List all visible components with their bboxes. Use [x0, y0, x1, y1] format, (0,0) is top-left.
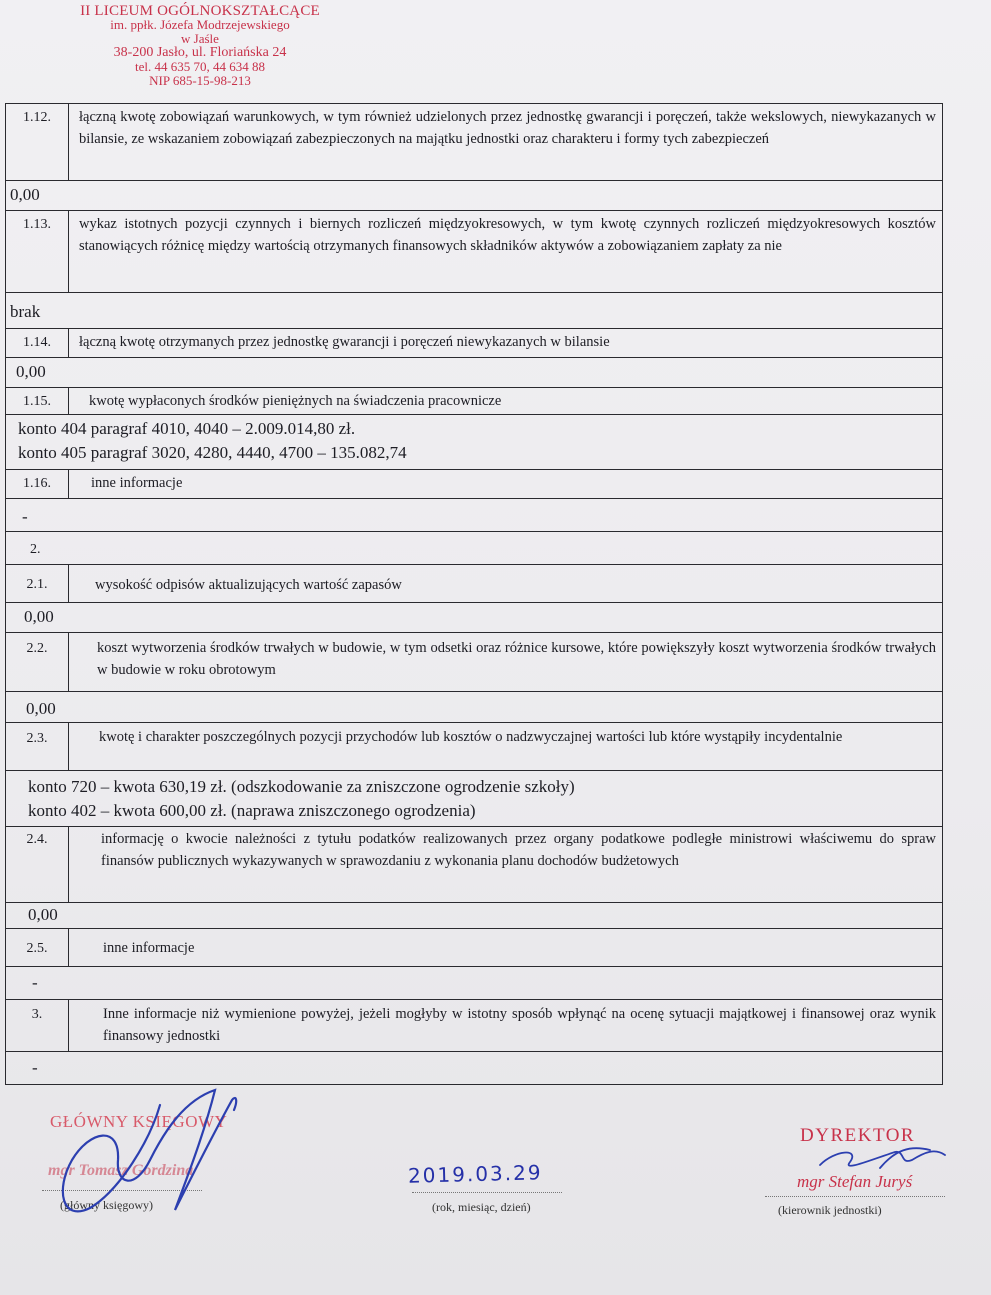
table-row-value — [5, 499, 943, 532]
row-number: 1.13. — [6, 211, 69, 292]
date-caption: (rok, miesiąc, dzień) — [432, 1200, 531, 1214]
chief-accountant-name: mgr Tomasz Gordzina — [48, 1162, 194, 1179]
table-row-value — [5, 692, 943, 723]
table-row — [5, 211, 943, 293]
row-description: informację o kwocie należności z tytułu podatków realizowanych przez organy podatkowe podległe ministrowi właściwemu do spraw finansów publicznych wykazywanych w sprawozdaniu z wykonania planu dochodów budżetowych — [101, 831, 936, 869]
school-stamp — [70, 4, 330, 88]
director-name: mgr Stefan Juryś — [797, 1172, 913, 1191]
row-description: Inne informacje niż wymienione powyżej, jeżeli mogłyby w istotny sposób wpłynąć na ocenę sytuacji majątkowej i finansowej oraz wynik finansowy jednostki — [103, 1006, 936, 1044]
row-description: inne informacje — [91, 475, 183, 491]
table-row-value — [5, 967, 943, 1000]
stamp-line: tel. 44 635 70, 44 634 88 — [135, 59, 265, 74]
director-stamp: DYREKTOR — [800, 1125, 916, 1146]
row-value — [6, 771, 942, 826]
director-signature-icon — [820, 1148, 945, 1168]
row-number: 1.15. — [6, 388, 69, 414]
row-value: 0,00 — [10, 185, 40, 204]
row-description: wykaz istotnych pozycji czynnych i biernych rozliczeń międzyokresowych, w tym kwotę czynnych rozliczeń międzyokresowych kosztów stanowiących różnicę między wartością otrzymanych finansowych składników aktywów a zobowiązaniem zapłaty za nie — [79, 216, 936, 254]
row-description: koszt wytworzenia środków trwałych w budowie, w tym odsetki oraz różnice kursowe, które powiększyły koszt wytworzenia środków trwałych w budowie w roku obrotowym — [97, 640, 936, 678]
row-description: wysokość odpisów aktualizujących wartość zapasów — [95, 577, 402, 593]
value-line: konto 404 paragraf 4010, 4040 – 2.009.014,80 zł. — [18, 419, 356, 438]
table-row — [5, 633, 943, 692]
director-caption: (kierownik jednostki) — [778, 1203, 882, 1217]
row-number: 2.2. — [6, 633, 69, 691]
stamp-line: im. ppłk. Józefa Modrzejewskiego — [110, 17, 290, 32]
row-number: 2. — [30, 542, 41, 557]
table-row-value — [5, 415, 943, 470]
row-number: 2.5. — [6, 929, 69, 966]
table-row-value — [5, 358, 943, 388]
row-number: 2.3. — [6, 723, 69, 770]
signature-line — [765, 1196, 945, 1197]
stamp-line: NIP 685-15-98-213 — [149, 73, 251, 88]
table-row-value — [5, 181, 943, 211]
row-value: - — [22, 507, 28, 526]
table-row — [5, 329, 943, 358]
row-value: 0,00 — [24, 607, 54, 626]
signature-line — [42, 1190, 202, 1191]
row-number: 1.12. — [6, 104, 69, 180]
stamp-line: II LICEUM OGÓLNOKSZTAŁCĄCE — [80, 3, 320, 19]
row-value — [6, 415, 942, 469]
row-value: 0,00 — [28, 905, 58, 924]
table-row-value — [5, 903, 943, 929]
row-value: 0,00 — [26, 699, 56, 718]
value-line: konto 405 paragraf 3020, 4280, 4440, 4700 – 135.082,74 — [18, 443, 407, 462]
table-row — [5, 723, 943, 771]
table-row — [5, 104, 943, 181]
row-value: 0,00 — [16, 362, 46, 381]
stamp-line: 38-200 Jasło, ul. Floriańska 24 — [113, 45, 287, 60]
row-value: - — [32, 1058, 38, 1077]
row-description: łączną kwotę otrzymanych przez jednostkę gwarancji i poręczeń niewykazanych w bilansie — [79, 334, 610, 350]
table-row — [5, 827, 943, 903]
table-row-value — [5, 293, 943, 329]
row-description: kwotę i charakter poszczególnych pozycji przychodów lub kosztów o nadzwyczajnej wartości lub które wystąpiły incydentalnie — [99, 729, 843, 745]
accountant-signature-icon — [63, 1090, 236, 1211]
row-number: 1.16. — [6, 470, 69, 498]
table-row-value — [5, 603, 943, 633]
row-description: inne informacje — [103, 940, 195, 956]
row-value: - — [32, 973, 38, 992]
row-number: 2.4. — [6, 827, 69, 902]
table-row-value — [5, 771, 943, 827]
table-row — [5, 565, 943, 603]
chief-accountant-stamp: GŁÓWNY KSIĘGOWY — [50, 1112, 228, 1131]
table-row — [5, 929, 943, 967]
table-row — [5, 470, 943, 499]
signing-date: 2019.03.29 — [407, 1160, 543, 1188]
row-number: 1.14. — [6, 329, 69, 357]
row-number: 2.1. — [6, 565, 69, 602]
stamp-line: w Jaśle — [181, 31, 219, 46]
date-line — [412, 1192, 562, 1193]
row-description: łączną kwotę zobowiązań warunkowych, w tym również udzielonych przez jednostkę gwarancji i poręczeń, także wekslowych, niewykazanych w bilansie, ze wskazaniem zobowiązań zabezpieczonych na majątku jednostki oraz charakteru i formy tych zabezpieczeń — [79, 109, 936, 147]
table-row — [5, 532, 943, 565]
row-description: kwotę wypłaconych środków pieniężnych na świadczenia pracownicze — [89, 393, 502, 409]
notes-table — [5, 103, 943, 1085]
chief-accountant-caption: (główny księgowy) — [60, 1198, 153, 1212]
table-row — [5, 388, 943, 415]
row-number: 3. — [6, 1000, 69, 1051]
value-line: konto 720 – kwota 630,19 zł. (odszkodowanie za zniszczone ogrodzenie szkoły) — [28, 777, 575, 796]
row-description — [69, 532, 942, 564]
row-value: brak — [10, 302, 41, 321]
value-line: konto 402 – kwota 600,00 zł. (naprawa zniszczonego ogrodzenia) — [28, 801, 476, 820]
table-row — [5, 1000, 943, 1052]
table-row-value — [5, 1052, 943, 1085]
